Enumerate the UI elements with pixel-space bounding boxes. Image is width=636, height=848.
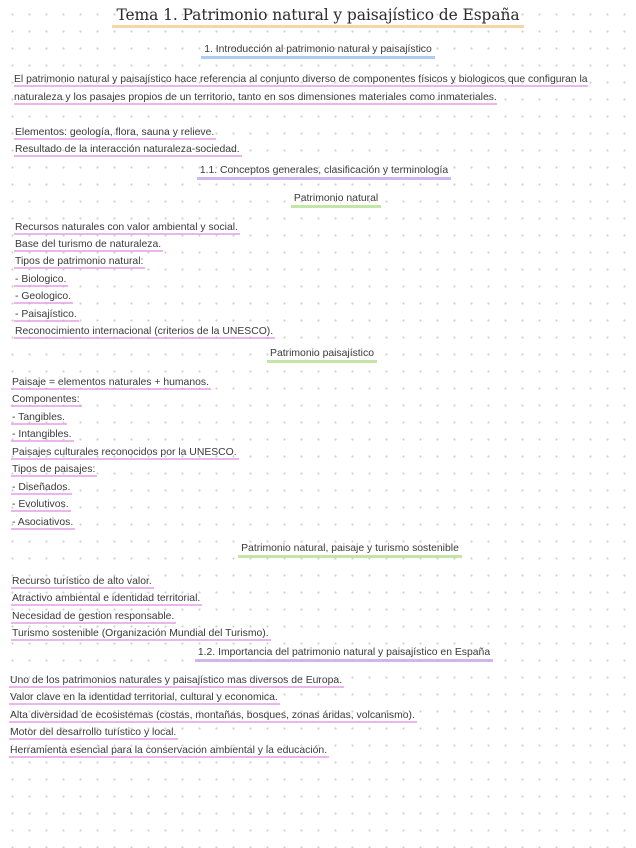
sostenible-line-gestion: Necesidad de gestion responsable. [12, 611, 175, 622]
natural-line-unesco: Reconocimiento internacional (criterios de la UNESCO). [15, 326, 274, 337]
sostenible-line-atractivo: Atractivo ambiental e identidad territorial. [12, 593, 201, 604]
heading-introduccion: 1. Introducción al patrimonio natural y paisajístico [0, 43, 636, 57]
natural-line-biologico: - Biologico. [15, 274, 67, 285]
natural-line-geologico: - Geologico. [15, 291, 72, 302]
paisaje-line-intangibles: - Intangibles. [12, 429, 72, 440]
paisaje-line-disenados: - Diseñados. [12, 482, 71, 493]
paisaje-line-asociativos: - Asociativos. [12, 517, 74, 528]
heading-conceptos-generales: 1.1. Conceptos generales, clasificación y terminología [6, 164, 636, 178]
heading-turismo-sostenible: Patrimonio natural, paisaje y turismo sostenible [32, 542, 636, 556]
paisaje-line-tangibles: - Tangibles. [12, 412, 65, 423]
intro-paragraph: El patrimonio natural y paisajístico hace referencia al conjunto diverso de componentes físicos y biologicos que configuran la naturaleza y los pasajes propios de un territorio, tanto en sos dimensiones materiales como inmateriales. [14, 74, 588, 103]
intro-line-resultado: Resultado de la interacción naturaleza-sociedad. [15, 144, 240, 155]
natural-line-base-turismo: Base del turismo de naturaleza. [15, 239, 162, 250]
heading-importancia-espana: 1.2. Importancia del patrimonio natural y paisajístico en España [26, 646, 636, 660]
importancia-line-herramienta: Herramienta esencial para la conservacion ambiental y la educación. [10, 745, 328, 756]
paisaje-line-evolutivos: - Evolutivos. [12, 499, 69, 510]
paisaje-line-componentes: Componentes: [12, 394, 80, 405]
paisaje-line-definicion: Paisaje = elementos naturales + humanos. [12, 377, 209, 388]
importancia-line-valor-clave: Valor clave en la identidad territorial, cultural y economica. [10, 692, 278, 703]
paisaje-line-tipos: Tipos de paisajes: [12, 464, 96, 475]
natural-line-recursos: Recursos naturales con valor ambiental y social. [15, 222, 238, 233]
natural-line-paisajistico: - Paisajístico. [15, 309, 77, 320]
heading-patrimonio-paisajistico: Patrimonio paisajístico [4, 347, 636, 361]
paisaje-line-unesco: Paisajes culturales reconocidos por la UNESCO. [12, 447, 237, 458]
importancia-line-ecosistemas: Alta diversidad de ecosistemas (costas, montañas, bosques, zonas áridas, volcanismo). [10, 710, 415, 721]
intro-line-elementos: Elementos: geología, flora, sauna y relieve. [15, 127, 215, 138]
natural-line-tipos: Tipos de patrimonio natural: [15, 256, 144, 267]
page-title [0, 6, 636, 24]
sostenible-line-recurso: Recurso turístico de alto valor. [12, 576, 152, 587]
importancia-line-motor: Motor del desarrollo turístico y local. [10, 727, 177, 738]
sostenible-line-omt: Turismo sostenible (Organización Mundial del Turismo). [12, 628, 269, 639]
heading-patrimonio-natural: Patrimonio natural [18, 192, 636, 206]
page-title-text: Tema 1. Patrimonio natural y paisajístico de España [112, 6, 523, 28]
importancia-line-diversidad-europa: Uno de los patrimonios naturales y paisajístico mas diversos de Europa. [10, 675, 343, 686]
